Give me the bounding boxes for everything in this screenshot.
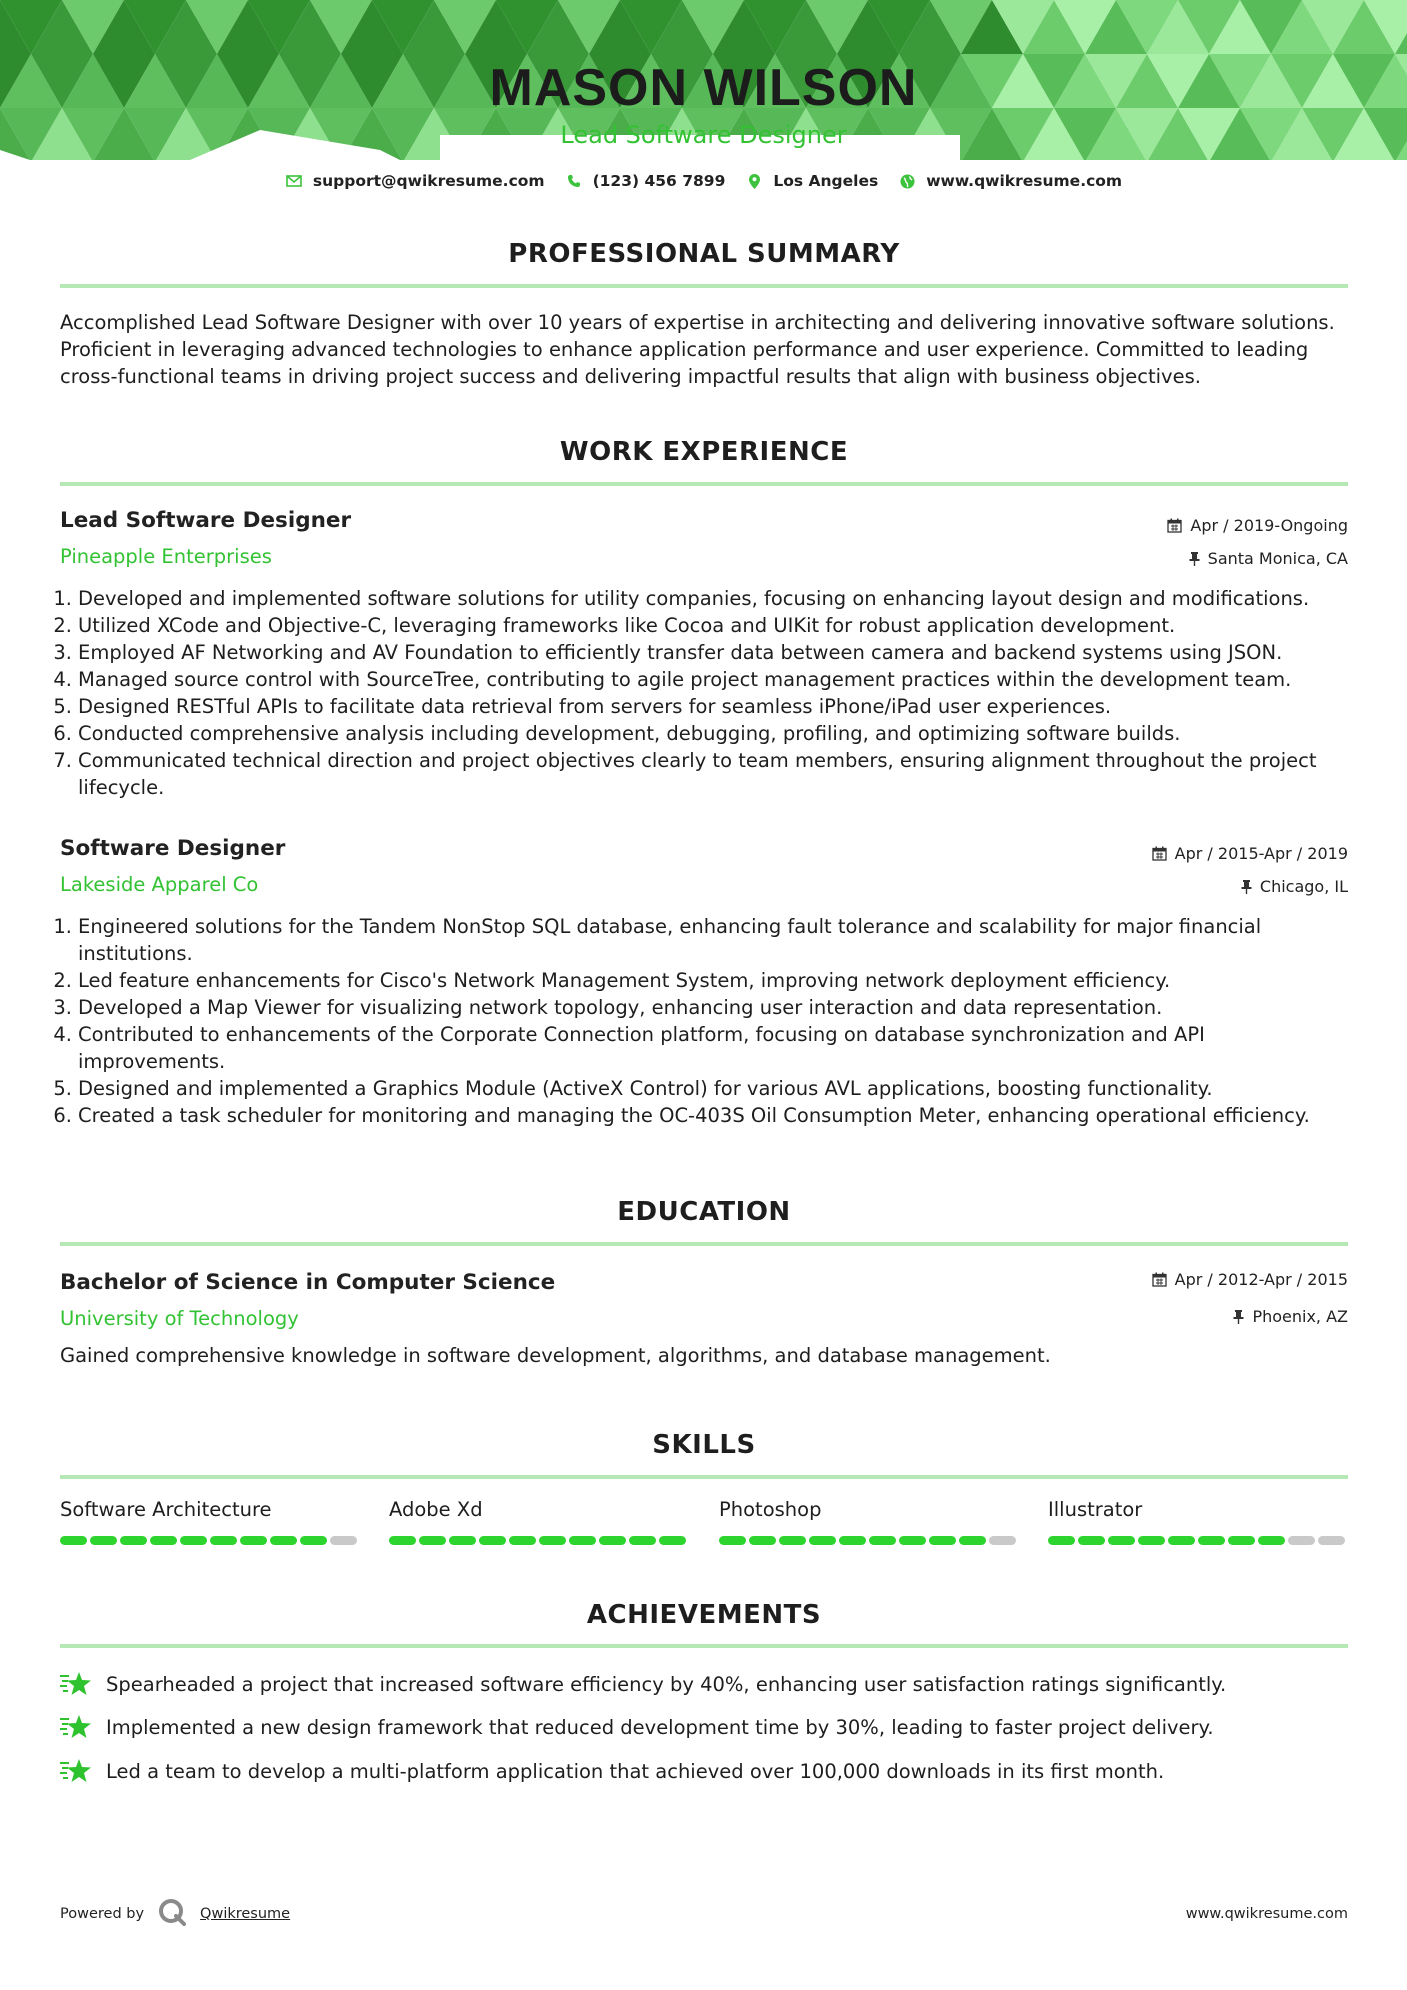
- achievement-text: Spearheaded a project that increased software efficiency by 40%, enhancing user satisfaction ratings significantly.: [106, 1672, 1227, 1696]
- globe-icon: [898, 172, 916, 190]
- skill-level-bar: [60, 1536, 360, 1545]
- skills-divider: [60, 1475, 1348, 1479]
- list-number: 1.: [53, 587, 72, 610]
- responsibility-text: Led feature enhancements for Cisco's Network Management System, improving network deployment efficiency.: [78, 969, 1171, 992]
- skill-name: Photoshop: [719, 1498, 822, 1521]
- education-description: Gained comprehensive knowledge in software development, algorithms, and database management.: [60, 1344, 1051, 1367]
- degree-title: Bachelor of Science in Computer Science: [60, 1270, 556, 1295]
- skill-level-empty: [989, 1536, 1016, 1545]
- responsibility-text: Contributed to enhancements of the Corporate Connection platform, focusing on database synchronization and API improvements.: [78, 1023, 1205, 1073]
- job-responsibilities: [48, 913, 1348, 1129]
- qwikresume-link[interactable]: Qwikresume: [200, 1906, 291, 1922]
- skill-level-bar: [719, 1536, 1019, 1545]
- achievements-heading-wrap: [60, 1600, 1348, 1630]
- skill-level-empty: [330, 1536, 357, 1545]
- list-number: 5.: [53, 1077, 72, 1100]
- school-name: University of Technology: [60, 1307, 299, 1330]
- responsibility-item: [48, 720, 1348, 747]
- company-name: Lakeside Apparel Co: [60, 873, 259, 896]
- job-date: [1152, 844, 1348, 863]
- skill-level-filled: [839, 1536, 866, 1545]
- star-award-icon: [60, 1670, 92, 1698]
- responsibility-item: [48, 612, 1348, 639]
- skill-item: [60, 1498, 360, 1545]
- experience-heading: WORK EXPERIENCE: [559, 437, 849, 467]
- skill-level-filled: [270, 1536, 297, 1545]
- skill-level-filled: [1168, 1536, 1195, 1545]
- achievement-item: [60, 1757, 1164, 1785]
- responsibility-text: Managed source control with SourceTree, contributing to agile project management practices within the development team.: [78, 668, 1292, 691]
- star-award-icon: [60, 1757, 92, 1785]
- skill-level-filled: [659, 1536, 686, 1545]
- responsibility-item: [48, 1021, 1348, 1075]
- list-number: 3.: [53, 996, 72, 1019]
- job-location-text: Chicago, IL: [1259, 877, 1348, 896]
- candidate-name: MASON WILSON: [489, 59, 918, 117]
- skill-level-filled: [569, 1536, 596, 1545]
- skill-level-filled: [599, 1536, 626, 1545]
- pushpin-icon: [1241, 880, 1252, 894]
- education-date-text: Apr / 2012-Apr / 2015: [1174, 1270, 1348, 1289]
- achievement-text: Led a team to develop a multi-platform application that achieved over 100,000 downloads in its first month.: [106, 1759, 1165, 1783]
- list-number: 3.: [53, 641, 72, 664]
- responsibility-item: [48, 1102, 1348, 1129]
- contact-phone[interactable]: [565, 172, 726, 190]
- list-number: 6.: [53, 722, 72, 745]
- responsibility-text: Utilized XCode and Objective-C, leveraging frameworks like Cocoa and UIKit for robust application development.: [78, 614, 1176, 637]
- contact-location-text: Los Angeles: [773, 172, 879, 190]
- skill-level-filled: [1228, 1536, 1255, 1545]
- responsibility-text: Created a task scheduler for monitoring and managing the OC-403S Oil Consumption Meter, enhancing operational efficiency.: [78, 1104, 1310, 1127]
- experience-divider: [60, 482, 1348, 486]
- skill-level-filled: [60, 1536, 87, 1545]
- summary-heading-wrap: [60, 239, 1348, 269]
- candidate-job-title: Lead Software Designer: [560, 121, 847, 149]
- skill-level-empty: [1288, 1536, 1315, 1545]
- skill-level-filled: [809, 1536, 836, 1545]
- skill-level-filled: [300, 1536, 327, 1545]
- education-location: [1233, 1307, 1348, 1326]
- contact-location: [745, 172, 878, 190]
- skill-level-filled: [749, 1536, 776, 1545]
- skill-level-filled: [539, 1536, 566, 1545]
- responsibility-text: Developed and implemented software solutions for utility companies, focusing on enhancing layout design and modifications.: [78, 587, 1310, 610]
- responsibility-text: Designed RESTful APIs to facilitate data retrieval from servers for seamless iPhone/iPad user experiences.: [78, 695, 1112, 718]
- responsibility-text: Designed and implemented a Graphics Module (ActiveX Control) for various AVL applications, boosting functionality.: [78, 1077, 1213, 1100]
- list-number: 4.: [53, 1023, 72, 1046]
- contact-phone-text: (123) 456 7899: [592, 172, 726, 190]
- skill-level-filled: [509, 1536, 536, 1545]
- job-title: Lead Software Designer: [60, 508, 352, 533]
- skill-level-filled: [180, 1536, 207, 1545]
- map-pin-icon: [745, 172, 763, 190]
- job-date: [1167, 516, 1348, 535]
- skill-level-filled: [899, 1536, 926, 1545]
- skills-heading: SKILLS: [652, 1430, 756, 1460]
- skill-name: Adobe Xd: [389, 1498, 483, 1521]
- skill-level-filled: [779, 1536, 806, 1545]
- skill-level-filled: [1048, 1536, 1075, 1545]
- phone-icon: [565, 172, 583, 190]
- job-responsibilities: [48, 585, 1348, 801]
- achievement-text: Implemented a new design framework that reduced development time by 30%, leading to faster project delivery.: [106, 1715, 1214, 1739]
- skill-level-filled: [1138, 1536, 1165, 1545]
- skills-heading-wrap: [60, 1430, 1348, 1460]
- responsibility-text: Engineered solutions for the Tandem NonStop SQL database, enhancing fault tolerance and scalability for major financial institutions.: [78, 915, 1262, 965]
- skill-level-filled: [150, 1536, 177, 1545]
- calendar-icon: [1152, 846, 1167, 861]
- skill-level-empty: [1318, 1536, 1345, 1545]
- responsibility-text: Conducted comprehensive analysis including development, debugging, profiling, and optimizing software builds.: [78, 722, 1181, 745]
- contact-email-text: support@qwikresume.com: [312, 172, 545, 190]
- skill-item: [1048, 1498, 1348, 1545]
- achievements-heading: ACHIEVEMENTS: [586, 1600, 822, 1630]
- job-location: [1241, 877, 1348, 896]
- pushpin-icon: [1233, 1310, 1244, 1324]
- list-number: 5.: [53, 695, 72, 718]
- achievement-item: [60, 1670, 1226, 1698]
- skill-item: [719, 1498, 1019, 1545]
- responsibility-item: [48, 994, 1348, 1021]
- responsibility-item: [48, 747, 1348, 801]
- contact-website-text: www.qwikresume.com: [926, 172, 1123, 190]
- skill-level-filled: [90, 1536, 117, 1545]
- responsibility-item: [48, 585, 1348, 612]
- job-location: [1189, 549, 1348, 568]
- list-number: 6.: [53, 1104, 72, 1127]
- skill-level-filled: [419, 1536, 446, 1545]
- skill-level-filled: [1198, 1536, 1225, 1545]
- company-name: Pineapple Enterprises: [60, 545, 272, 568]
- skill-level-bar: [389, 1536, 689, 1545]
- skill-level-filled: [1078, 1536, 1105, 1545]
- skill-name: Illustrator: [1048, 1498, 1143, 1521]
- footer-powered-by: [60, 1898, 290, 1930]
- responsibility-text: Communicated technical direction and project objectives clearly to team members, ensuring alignment throughout the project lifecycle.: [78, 749, 1317, 799]
- skill-level-bar: [1048, 1536, 1348, 1545]
- footer-website[interactable]: www.qwikresume.com: [1185, 1906, 1348, 1922]
- skill-level-filled: [479, 1536, 506, 1545]
- skill-level-filled: [959, 1536, 986, 1545]
- skill-level-filled: [929, 1536, 956, 1545]
- responsibility-item: [48, 693, 1348, 720]
- responsibility-item: [48, 666, 1348, 693]
- job-location-text: Santa Monica, CA: [1207, 549, 1348, 568]
- skill-level-filled: [210, 1536, 237, 1545]
- education-heading-wrap: [60, 1197, 1348, 1227]
- qwikresume-logo-icon: [158, 1898, 186, 1930]
- powered-by-label: Powered by: [60, 1906, 145, 1922]
- envelope-icon: [285, 172, 303, 190]
- skill-level-filled: [869, 1536, 896, 1545]
- contact-website[interactable]: [898, 172, 1122, 190]
- skill-level-filled: [240, 1536, 267, 1545]
- calendar-icon: [1167, 518, 1182, 533]
- calendar-icon: [1152, 1272, 1167, 1287]
- skill-level-filled: [719, 1536, 746, 1545]
- summary-divider: [60, 284, 1348, 288]
- job-date-text: Apr / 2015-Apr / 2019: [1174, 844, 1348, 863]
- responsibility-text: Employed AF Networking and AV Foundation to efficiently transfer data between camera and backend systems using JSON.: [78, 641, 1283, 664]
- responsibility-item: [48, 967, 1348, 994]
- skill-level-filled: [120, 1536, 147, 1545]
- education-divider: [60, 1242, 1348, 1246]
- star-award-icon: [60, 1713, 92, 1741]
- responsibility-text: Developed a Map Viewer for visualizing network topology, enhancing user interaction and data representation.: [78, 996, 1163, 1019]
- contact-bar: [0, 172, 1407, 190]
- summary-text: Accomplished Lead Software Designer with over 10 years of expertise in architecting and delivering innovative software solutions. Proficient in leveraging advanced technologies to enhance application performance and user experience. Committed to leading cross-functional teams in driving project success and delivering impactful results that align with business objectives.: [60, 311, 1335, 388]
- achievement-item: [60, 1713, 1214, 1741]
- skill-level-filled: [449, 1536, 476, 1545]
- skill-level-filled: [1258, 1536, 1285, 1545]
- skill-level-filled: [1108, 1536, 1135, 1545]
- list-number: 2.: [53, 969, 72, 992]
- list-number: 1.: [53, 915, 72, 938]
- list-number: 4.: [53, 668, 72, 691]
- responsibility-item: [48, 639, 1348, 666]
- contact-email[interactable]: [285, 172, 545, 190]
- job-date-text: Apr / 2019-Ongoing: [1190, 516, 1348, 535]
- responsibility-item: [48, 1075, 1348, 1102]
- education-date: [1152, 1270, 1348, 1289]
- job-title: Software Designer: [60, 836, 286, 861]
- skill-level-filled: [389, 1536, 416, 1545]
- experience-heading-wrap: [60, 437, 1348, 467]
- skill-level-filled: [629, 1536, 656, 1545]
- skill-name: Software Architecture: [60, 1498, 272, 1521]
- pushpin-icon: [1189, 552, 1200, 566]
- achievements-divider: [60, 1644, 1348, 1648]
- education-heading: EDUCATION: [617, 1197, 791, 1227]
- responsibility-item: [48, 913, 1348, 967]
- skill-item: [389, 1498, 689, 1545]
- list-number: 2.: [53, 614, 72, 637]
- education-location-text: Phoenix, AZ: [1252, 1307, 1348, 1326]
- list-number: 7.: [53, 749, 72, 772]
- summary-heading: PROFESSIONAL SUMMARY: [508, 239, 900, 269]
